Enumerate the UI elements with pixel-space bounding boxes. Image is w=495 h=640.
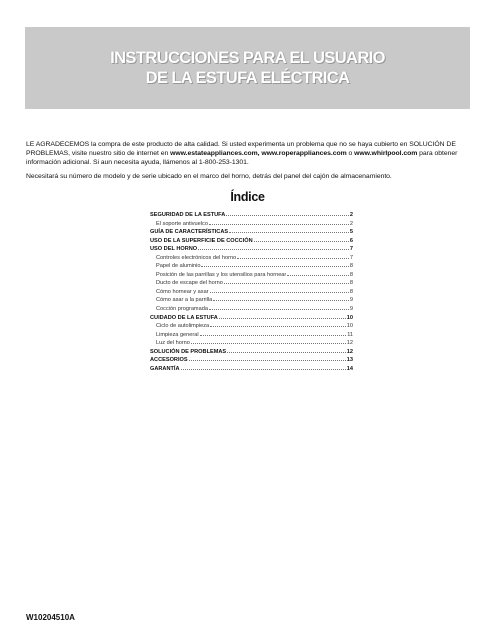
toc-leader-dots [200, 331, 347, 336]
toc-entry-label: Ducto de escape del horno [156, 280, 223, 287]
toc-heading: Índice [230, 190, 265, 204]
toc-entry-label: Papel de aluminio [156, 263, 201, 270]
toc-leader-dots [209, 220, 349, 225]
toc-entry-page: 5 [349, 229, 353, 236]
title-line-2: DE LA ESTUFA ELÉCTRICA [145, 69, 350, 87]
toc-leader-dots [191, 339, 346, 344]
toc-entry-label: Ciclo de autolimpieza [156, 323, 210, 330]
table-of-contents [150, 211, 353, 373]
toc-leader-dots [226, 211, 349, 216]
toc-entry-page: 13 [346, 357, 353, 364]
toc-entry[interactable] [150, 262, 353, 271]
toc-entry-label: ACCESORIOS [150, 357, 188, 364]
document-code: W10204510A [26, 613, 75, 622]
whirlpool-link[interactable]: www.whirlpool.com [354, 150, 418, 157]
toc-entry[interactable] [150, 348, 353, 357]
intro-text-1: LE AGRADECEMOS la compra de este producto de alta calidad. Si usted experimenta un problema que no se haya cubierto en SOLUCIÓN DE PROBLEMAS, visite nuestro sitio de internet en [26, 141, 456, 157]
toc-entry-label: CUIDADO DE LA ESTUFA [150, 314, 218, 321]
toc-entry[interactable] [150, 322, 353, 331]
toc-entry[interactable] [150, 245, 353, 254]
toc-entry[interactable] [150, 254, 353, 263]
intro-section [26, 140, 471, 186]
intro-text-2: o [346, 150, 355, 157]
toc-entry-page: 7 [349, 246, 353, 253]
toc-leader-dots [219, 314, 346, 319]
toc-leader-dots [287, 271, 349, 276]
toc-leader-dots [201, 262, 348, 267]
model-serial-note: Necesitará su número de modelo y de serie ubicado en el marco del horno, detrás del panel del cajón de almacenamiento. [26, 173, 392, 180]
toc-leader-dots [229, 228, 349, 233]
toc-entry[interactable] [150, 314, 353, 323]
toc-leader-dots [237, 254, 349, 259]
toc-entry-label: USO DE LA SUPERFICIE DE COCCIÓN [150, 237, 253, 244]
toc-leader-dots [210, 288, 349, 293]
toc-entry-page: 6 [349, 237, 353, 244]
toc-entry-label: GARANTÍA [150, 365, 180, 372]
toc-entry-label: Limpieza general [156, 331, 199, 338]
toc-leader-dots [198, 245, 349, 250]
toc-entry-label: Cómo asar a la parrilla [156, 297, 213, 304]
toc-leader-dots [213, 296, 349, 301]
title-banner [25, 27, 470, 109]
toc-entry[interactable] [150, 237, 353, 246]
intro-paragraph [26, 140, 471, 167]
toc-entry[interactable] [150, 271, 353, 280]
toc-leader-dots [210, 322, 346, 327]
toc-entry-page: 10 [346, 314, 353, 321]
toc-entry-page: 8 [349, 263, 353, 270]
toc-entry[interactable] [150, 356, 353, 365]
toc-entry-label: GUÍA DE CARACTERÍSTICAS [150, 229, 229, 236]
toc-entry-page: 9 [349, 297, 353, 304]
toc-entry[interactable] [150, 296, 353, 305]
toc-leader-dots [181, 365, 346, 370]
toc-leader-dots [227, 348, 346, 353]
toc-entry[interactable] [150, 228, 353, 237]
toc-entry-page: 8 [349, 288, 353, 295]
toc-entry-label: Posición de las parrillas y los utensilios para hornear [156, 271, 287, 278]
toc-entry-label: SOLUCIÓN DE PROBLEMAS [150, 348, 227, 355]
toc-entry-page: 2 [349, 212, 353, 218]
toc-entry[interactable] [150, 339, 353, 348]
toc-entry[interactable] [150, 220, 353, 229]
toc-entry[interactable] [150, 365, 353, 374]
toc-entry-page: 8 [349, 271, 353, 278]
title-line-1: INSTRUCCIONES PARA EL USUARIO [110, 49, 385, 67]
intro-text-3: para obtener información adicional. Si aun necesita ayuda, llámenos al 1-800-253-1301. [26, 150, 458, 166]
toc-leader-dots [224, 279, 349, 284]
toc-entry-page: 7 [349, 254, 353, 261]
website-links[interactable]: www.estateappliances.com, www.roperappliances.com [170, 150, 347, 157]
toc-leader-dots [254, 237, 349, 242]
toc-entry-page: 10 [346, 323, 353, 330]
toc-entry-page: 2 [349, 220, 353, 227]
toc-entry-page: 9 [349, 306, 353, 313]
toc-entry-label: USO DEL HORNO [150, 246, 198, 253]
toc-leader-dots [189, 356, 346, 361]
toc-entry-label: Luz del horno [156, 340, 190, 347]
toc-entry[interactable] [150, 331, 353, 340]
toc-entry-page: 11 [347, 331, 353, 338]
toc-entry-label: SEGURIDAD DE LA ESTUFA [150, 212, 226, 218]
toc-entry-page: 8 [349, 280, 353, 287]
toc-entry-page: 14 [346, 365, 353, 372]
toc-leader-dots [209, 305, 349, 310]
toc-entry[interactable] [150, 288, 353, 297]
toc-entry-page: 12 [346, 348, 353, 355]
toc-entry[interactable] [150, 279, 353, 288]
toc-entry-label: Cocción programada [156, 306, 208, 313]
toc-entry-page: 12 [346, 340, 353, 347]
toc-entry-label: Controles electrónicos del horno [156, 254, 237, 261]
toc-entry-label: Cómo hornear y asar [156, 288, 209, 295]
toc-entry-label: El soporte antivuelco [156, 220, 208, 227]
toc-entry[interactable] [150, 211, 353, 220]
toc-entry[interactable] [150, 305, 353, 314]
